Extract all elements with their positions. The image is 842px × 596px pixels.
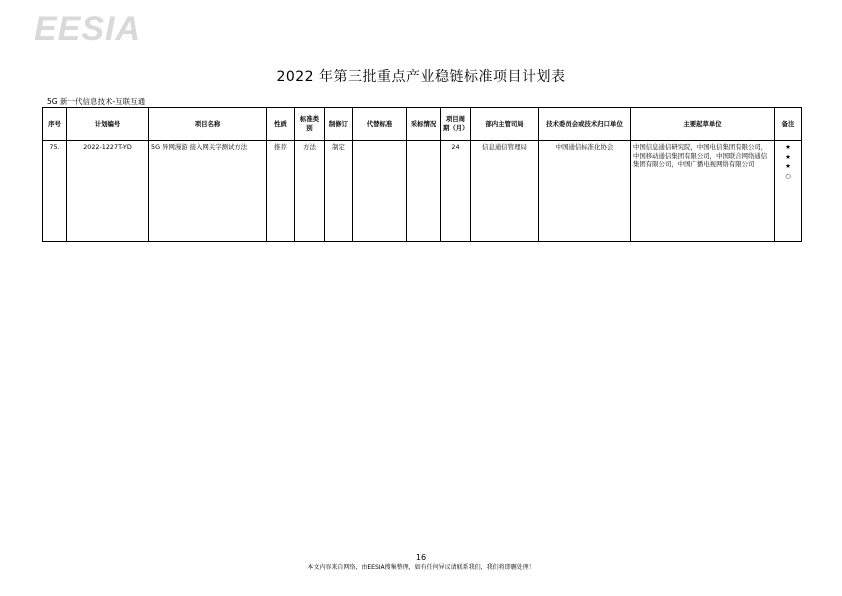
standards-plan-table <box>42 107 802 242</box>
cell-category: 方法 <box>295 141 325 242</box>
table-row <box>43 141 802 242</box>
header-committee: 技术委员会或技术归口单位 <box>539 108 631 141</box>
cell-drafters: 中国信息通信研究院，中国电信集团有限公司，中国移动通信集团有限公司，中国联合网络通信集团有限公司，中国广播电视网络有限公司 <box>631 141 775 242</box>
header-nature: 性质 <box>267 108 295 141</box>
header-drafters: 主要起草单位 <box>631 108 775 141</box>
header-department: 部内主管司局 <box>471 108 539 141</box>
header-project-name: 项目名称 <box>149 108 267 141</box>
header-plan-no: 计划编号 <box>67 108 149 141</box>
header-period: 项目周期（月） <box>441 108 471 141</box>
cell-nature: 推荐 <box>267 141 295 242</box>
header-remarks: 备注 <box>775 108 802 141</box>
header-standard-category: 标准类别 <box>295 108 325 141</box>
cell-revision: 制定 <box>325 141 353 242</box>
cell-project-name: 5G 异网漫游 接入网关字测试方法 <box>149 141 267 242</box>
eesia-logo: EESIA <box>34 10 142 48</box>
header-adoption: 采标情况 <box>407 108 441 141</box>
cell-remarks: ★ ★ ★ ○ <box>775 141 802 242</box>
cell-replaced <box>353 141 407 242</box>
cell-adoption <box>407 141 441 242</box>
category-label: 5G 新一代信息技术-互联互通 <box>47 97 146 106</box>
header-no: 序号 <box>43 108 67 141</box>
table-header-row <box>43 108 802 141</box>
document-title: 2022 年第三批重点产业稳链标准项目计划表 <box>276 69 566 85</box>
cell-plan-no: 2022-1227T-YD <box>67 141 149 242</box>
page-number: 16 <box>415 553 427 562</box>
cell-no: 75. <box>43 141 67 242</box>
footer-disclaimer: 本文内容来自网络，由EESIA搜集整理，如有任何异议请联系我们，我们将即删处理！ <box>307 564 535 571</box>
cell-committee: 中国通信标准化协会 <box>539 141 631 242</box>
header-revision: 制修订 <box>325 108 353 141</box>
cell-department: 信息通信管理局 <box>471 141 539 242</box>
header-replaced-standard: 代替标准 <box>353 108 407 141</box>
cell-period: 24 <box>441 141 471 242</box>
